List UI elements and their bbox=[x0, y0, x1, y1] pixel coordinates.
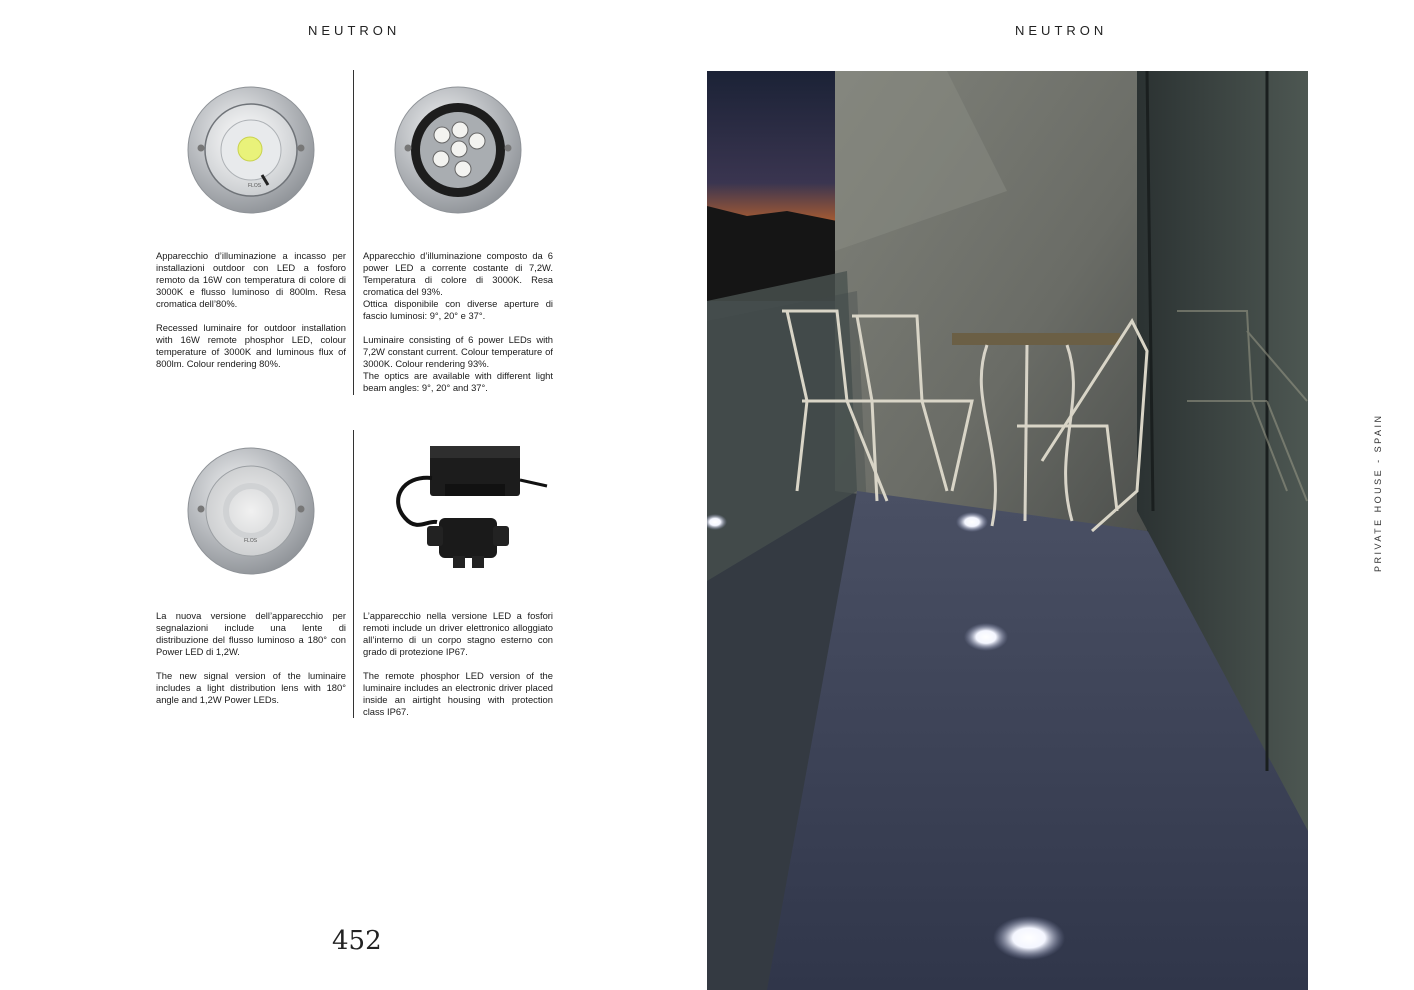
description-italian: Apparecchio d’illuminazione composto da 6 power LED a corrente costante di 7,2W. Temperatura di colore di 3000K. Resa cromatica del 93%. bbox=[363, 250, 553, 297]
description-english: Luminaire consisting of 6 power LEDs with 7,2W constant current. Colour temperature of 3000K. Colour rendering 93%. bbox=[363, 334, 553, 369]
signal-luminaire-image bbox=[186, 446, 316, 576]
product-description-4 bbox=[363, 610, 553, 730]
product-description-3 bbox=[156, 610, 346, 718]
terrace-photo bbox=[707, 71, 1308, 990]
description-italian: L’apparecchio nella versione LED a fosfori remoti include un driver elettronico alloggiato all’interno di un corpo stagno esterno con grado di protezione IP67. bbox=[363, 610, 553, 657]
six-led-luminaire-image bbox=[393, 85, 523, 215]
electronic-driver-image bbox=[387, 440, 552, 580]
photo-caption: PRIVATE HOUSE - SPAIN bbox=[1373, 413, 1383, 572]
page-title-left: NEUTRON bbox=[308, 23, 401, 38]
page-title-right: NEUTRON bbox=[1015, 23, 1108, 38]
description-english: The remote phosphor LED version of the luminaire includes an electronic driver placed inside an airtight housing with protection class IP67. bbox=[363, 670, 553, 717]
description-italian: La nuova versione dell’apparecchio per segnalazioni include una lente di distribuzione del flusso luminoso a 180° con Power LED di 1,2W. bbox=[156, 610, 346, 657]
brand-mark-text: FLOS bbox=[244, 538, 258, 544]
product-description-2 bbox=[363, 250, 553, 406]
recessed-cob-luminaire-image bbox=[186, 85, 316, 215]
page-number: 452 bbox=[332, 926, 382, 956]
description-english-optics: The optics are available with different light beam angles: 9°, 20° and 37°. bbox=[363, 370, 553, 393]
description-english: The new signal version of the luminaire includes a light distribution lens with 180° angle and 1,2W Power LEDs. bbox=[156, 670, 346, 705]
description-italian: Apparecchio d’illuminazione a incasso per installazioni outdoor con LED a fosforo remoto da 16W con temperatura di colore di 3000K e flusso luminoso di 800lm. Resa cromatica dell’80%. bbox=[156, 250, 346, 309]
brand-mark-text: FLOS bbox=[248, 183, 262, 189]
description-italian-optics: Ottica disponibile con diverse aperture di fascio luminosi: 9°, 20° e 37°. bbox=[363, 298, 553, 321]
description-english: Recessed luminaire for outdoor installation with 16W remote phosphor LED, colour temperature of 3000K and luminous flux of 800lm. Colour rendering 80%. bbox=[156, 322, 346, 369]
product-description-1 bbox=[156, 250, 346, 382]
column-divider-bottom bbox=[353, 430, 354, 718]
column-divider-top bbox=[353, 70, 354, 395]
